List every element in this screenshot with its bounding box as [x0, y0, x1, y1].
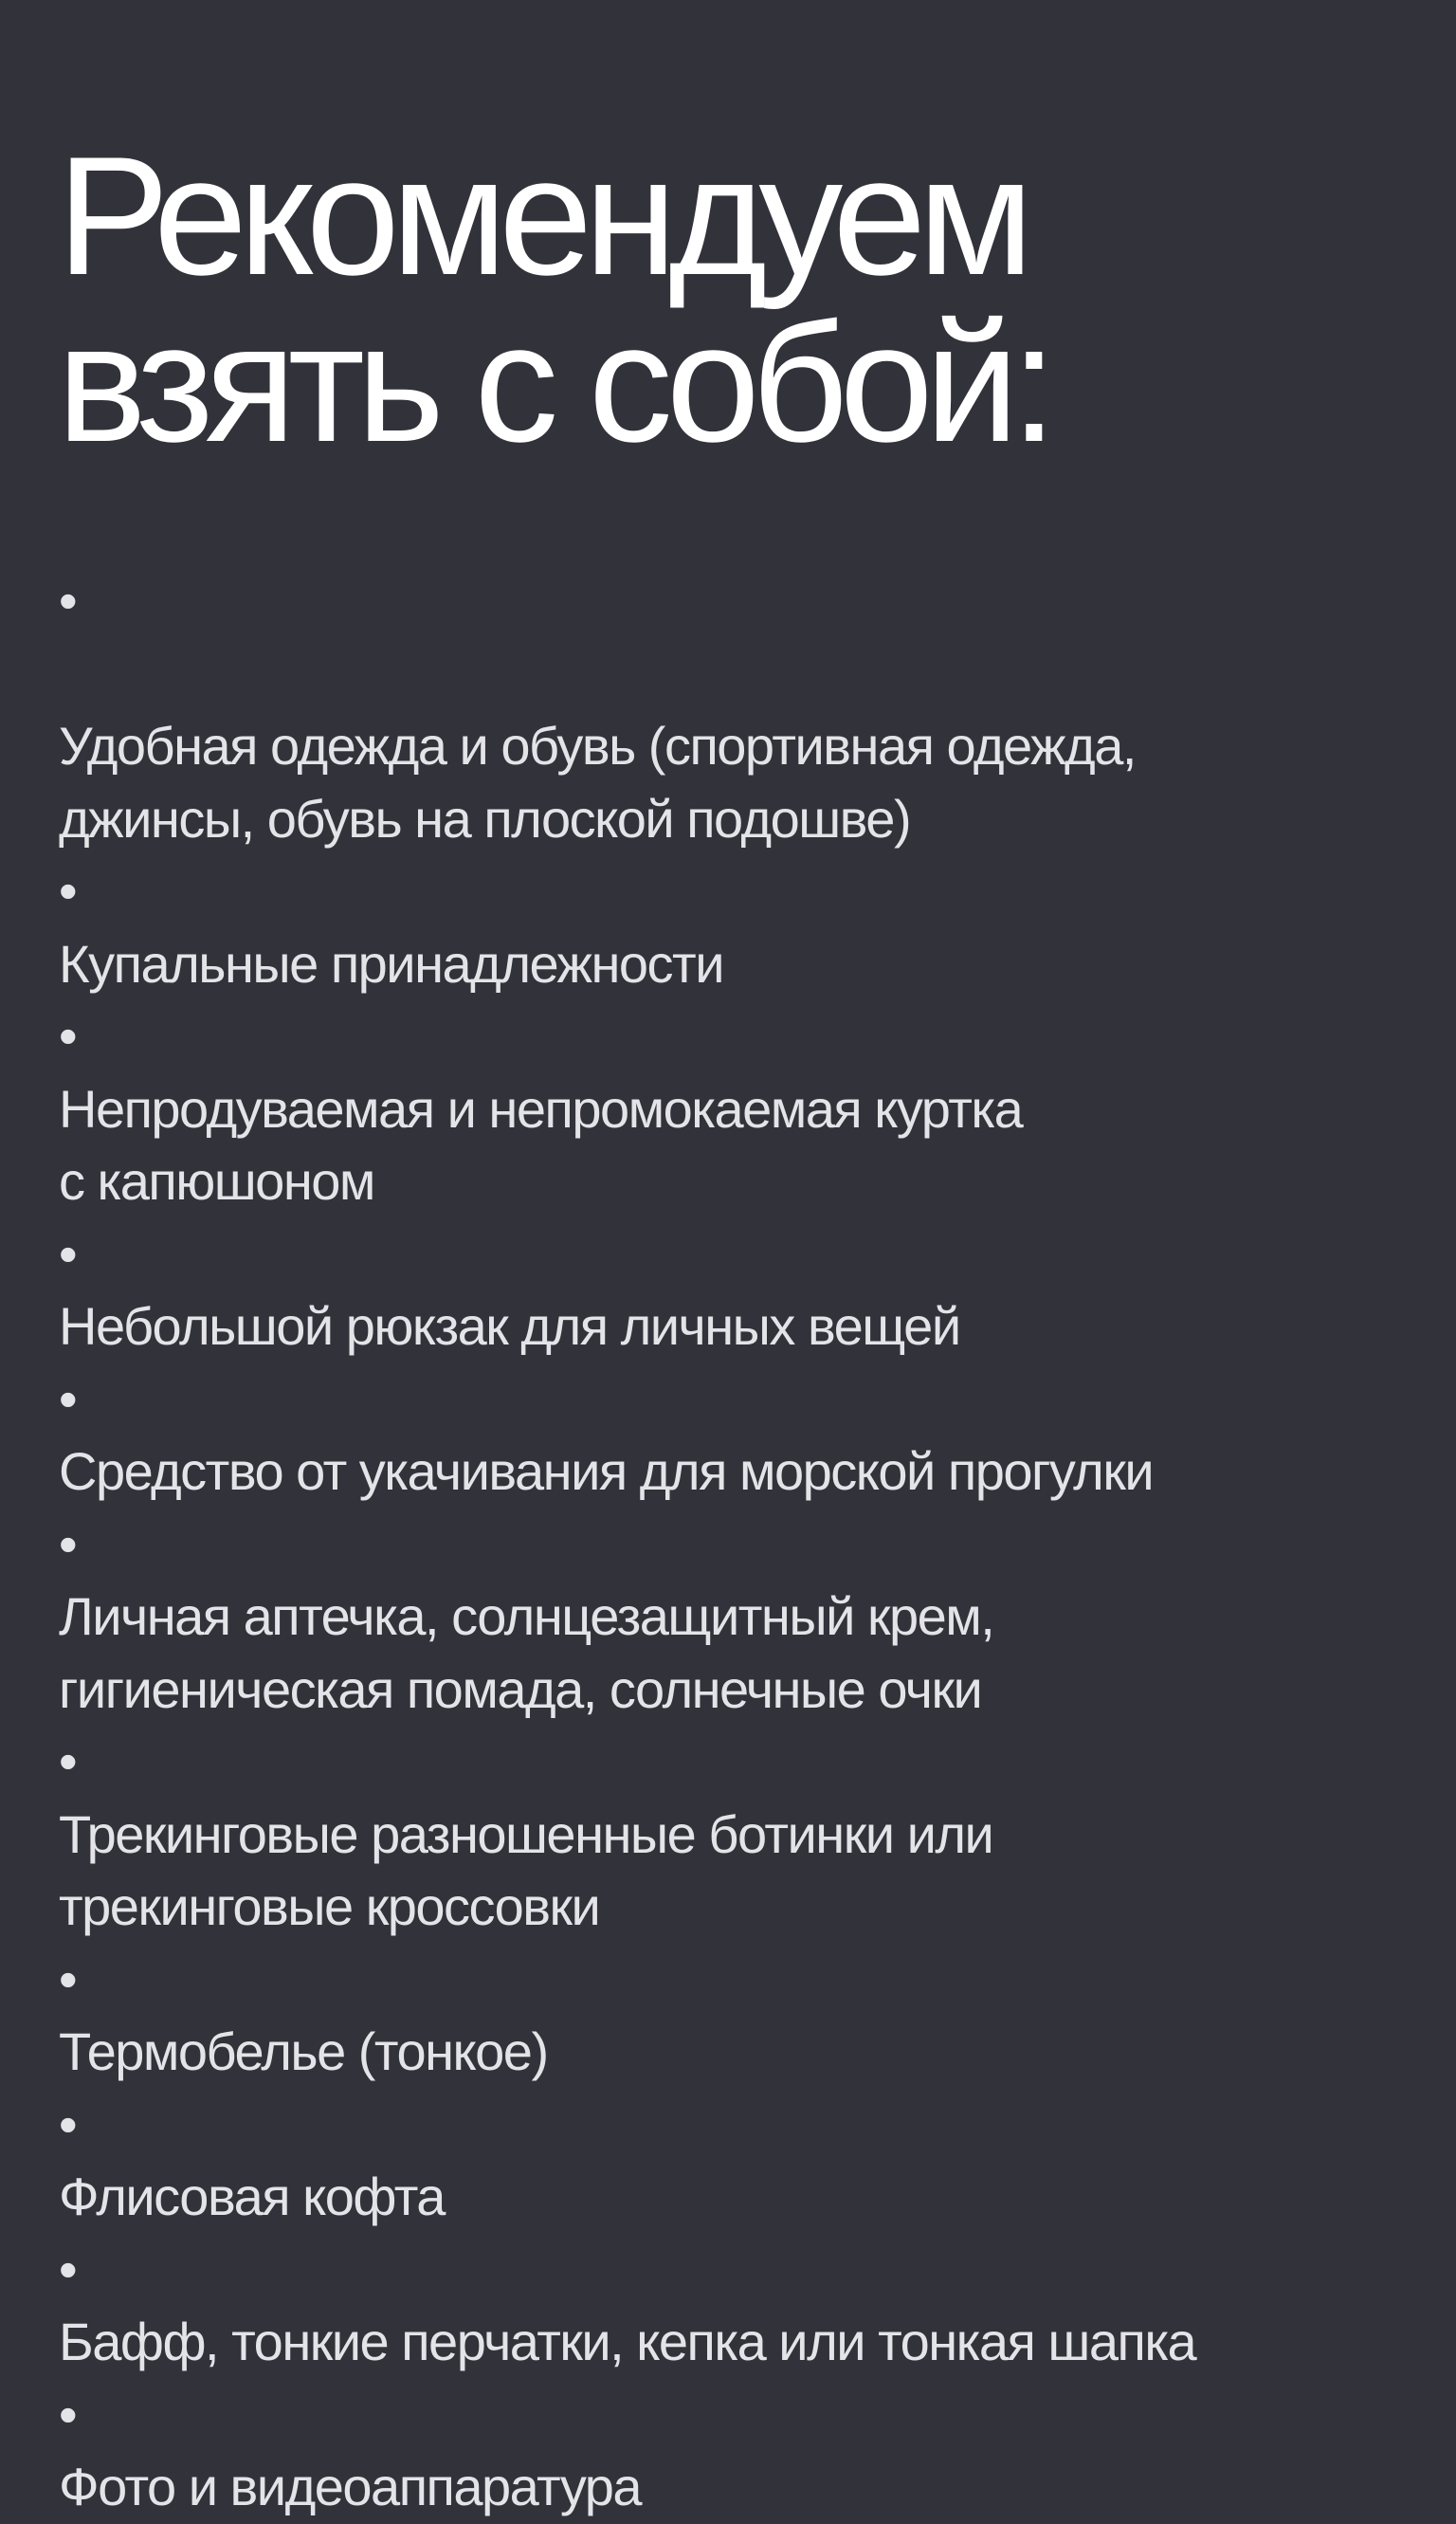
- list-item: [59, 1509, 1405, 1727]
- list-item-text: Средство от укачивания для морской прогулки: [59, 1441, 1154, 1501]
- bullet-icon: •: [59, 1513, 77, 1574]
- list-item-line: [59, 1944, 1405, 2089]
- list-item-line: гигиеническая помада, солнечные очки: [59, 1658, 982, 1719]
- list-item-line: [59, 2234, 1405, 2379]
- bullet-icon: •: [59, 1948, 77, 2009]
- bullet-icon: •: [59, 1368, 77, 1429]
- list-item-line: [59, 1509, 1405, 1654]
- list-item: [59, 1944, 1405, 2089]
- bullet-icon: •: [59, 1006, 77, 1066]
- list-item-line: [59, 855, 1405, 1000]
- bullet-icon: •: [59, 1223, 77, 1284]
- bullet-icon: •: [59, 861, 77, 921]
- bullet-icon: •: [59, 571, 77, 631]
- list-item-line: [59, 1218, 1405, 1363]
- bullet-icon: •: [59, 1731, 77, 1791]
- packing-list: [59, 565, 1405, 2524]
- bullet-icon: •: [59, 2239, 77, 2299]
- title-line: Рекомендуем: [57, 121, 1026, 310]
- page-title: [57, 121, 1403, 477]
- list-item-line: [59, 565, 1405, 783]
- list-item-line: [59, 1363, 1405, 1509]
- list-item: [59, 1000, 1405, 1218]
- list-item-text: Фото и видеоаппаратура: [59, 2457, 641, 2516]
- list-item-text: Купальные принадлежности: [59, 933, 723, 994]
- list-item-text: Флисовая кофта: [59, 2167, 445, 2226]
- bullet-icon: •: [59, 2094, 77, 2154]
- list-item-text: Бафф, тонкие перчатки, кепка или тонкая шапка: [59, 2312, 1196, 2371]
- list-item-line: [59, 2089, 1405, 2234]
- list-item: [59, 1363, 1405, 1509]
- list-item-text: Непродуваемая и непромокаемая куртка: [59, 1078, 1023, 1139]
- list-item-text: Удобная одежда и обувь (спортивная одежда,: [59, 716, 1136, 776]
- list-item-text: Трекинговые разношенные ботинки или: [59, 1803, 993, 1864]
- list-item-line: [59, 1000, 1405, 1145]
- list-item-text: Термобелье (тонкое): [59, 2021, 548, 2081]
- list-item: [59, 2379, 1405, 2524]
- list-item-line: [59, 2379, 1405, 2524]
- bullet-icon: •: [59, 2384, 77, 2444]
- list-item-line: джинсы, обувь на плоской подошве): [59, 788, 911, 849]
- list-item: [59, 565, 1405, 855]
- list-item-line: с капюшоном: [59, 1151, 374, 1211]
- list-item: [59, 1218, 1405, 1363]
- list-item-text: Личная аптечка, солнцезащитный крем,: [59, 1586, 994, 1646]
- list-item: [59, 2234, 1405, 2379]
- list-item: [59, 1726, 1405, 1944]
- list-item-line: трекинговые кроссовки: [59, 1876, 600, 1936]
- title-line: взять с собой:: [57, 288, 1049, 477]
- list-item: [59, 855, 1405, 1000]
- list-item: [59, 2089, 1405, 2234]
- list-item-line: [59, 1726, 1405, 1871]
- list-item-text: Небольшой рюкзак для личных вещей: [59, 1296, 960, 1356]
